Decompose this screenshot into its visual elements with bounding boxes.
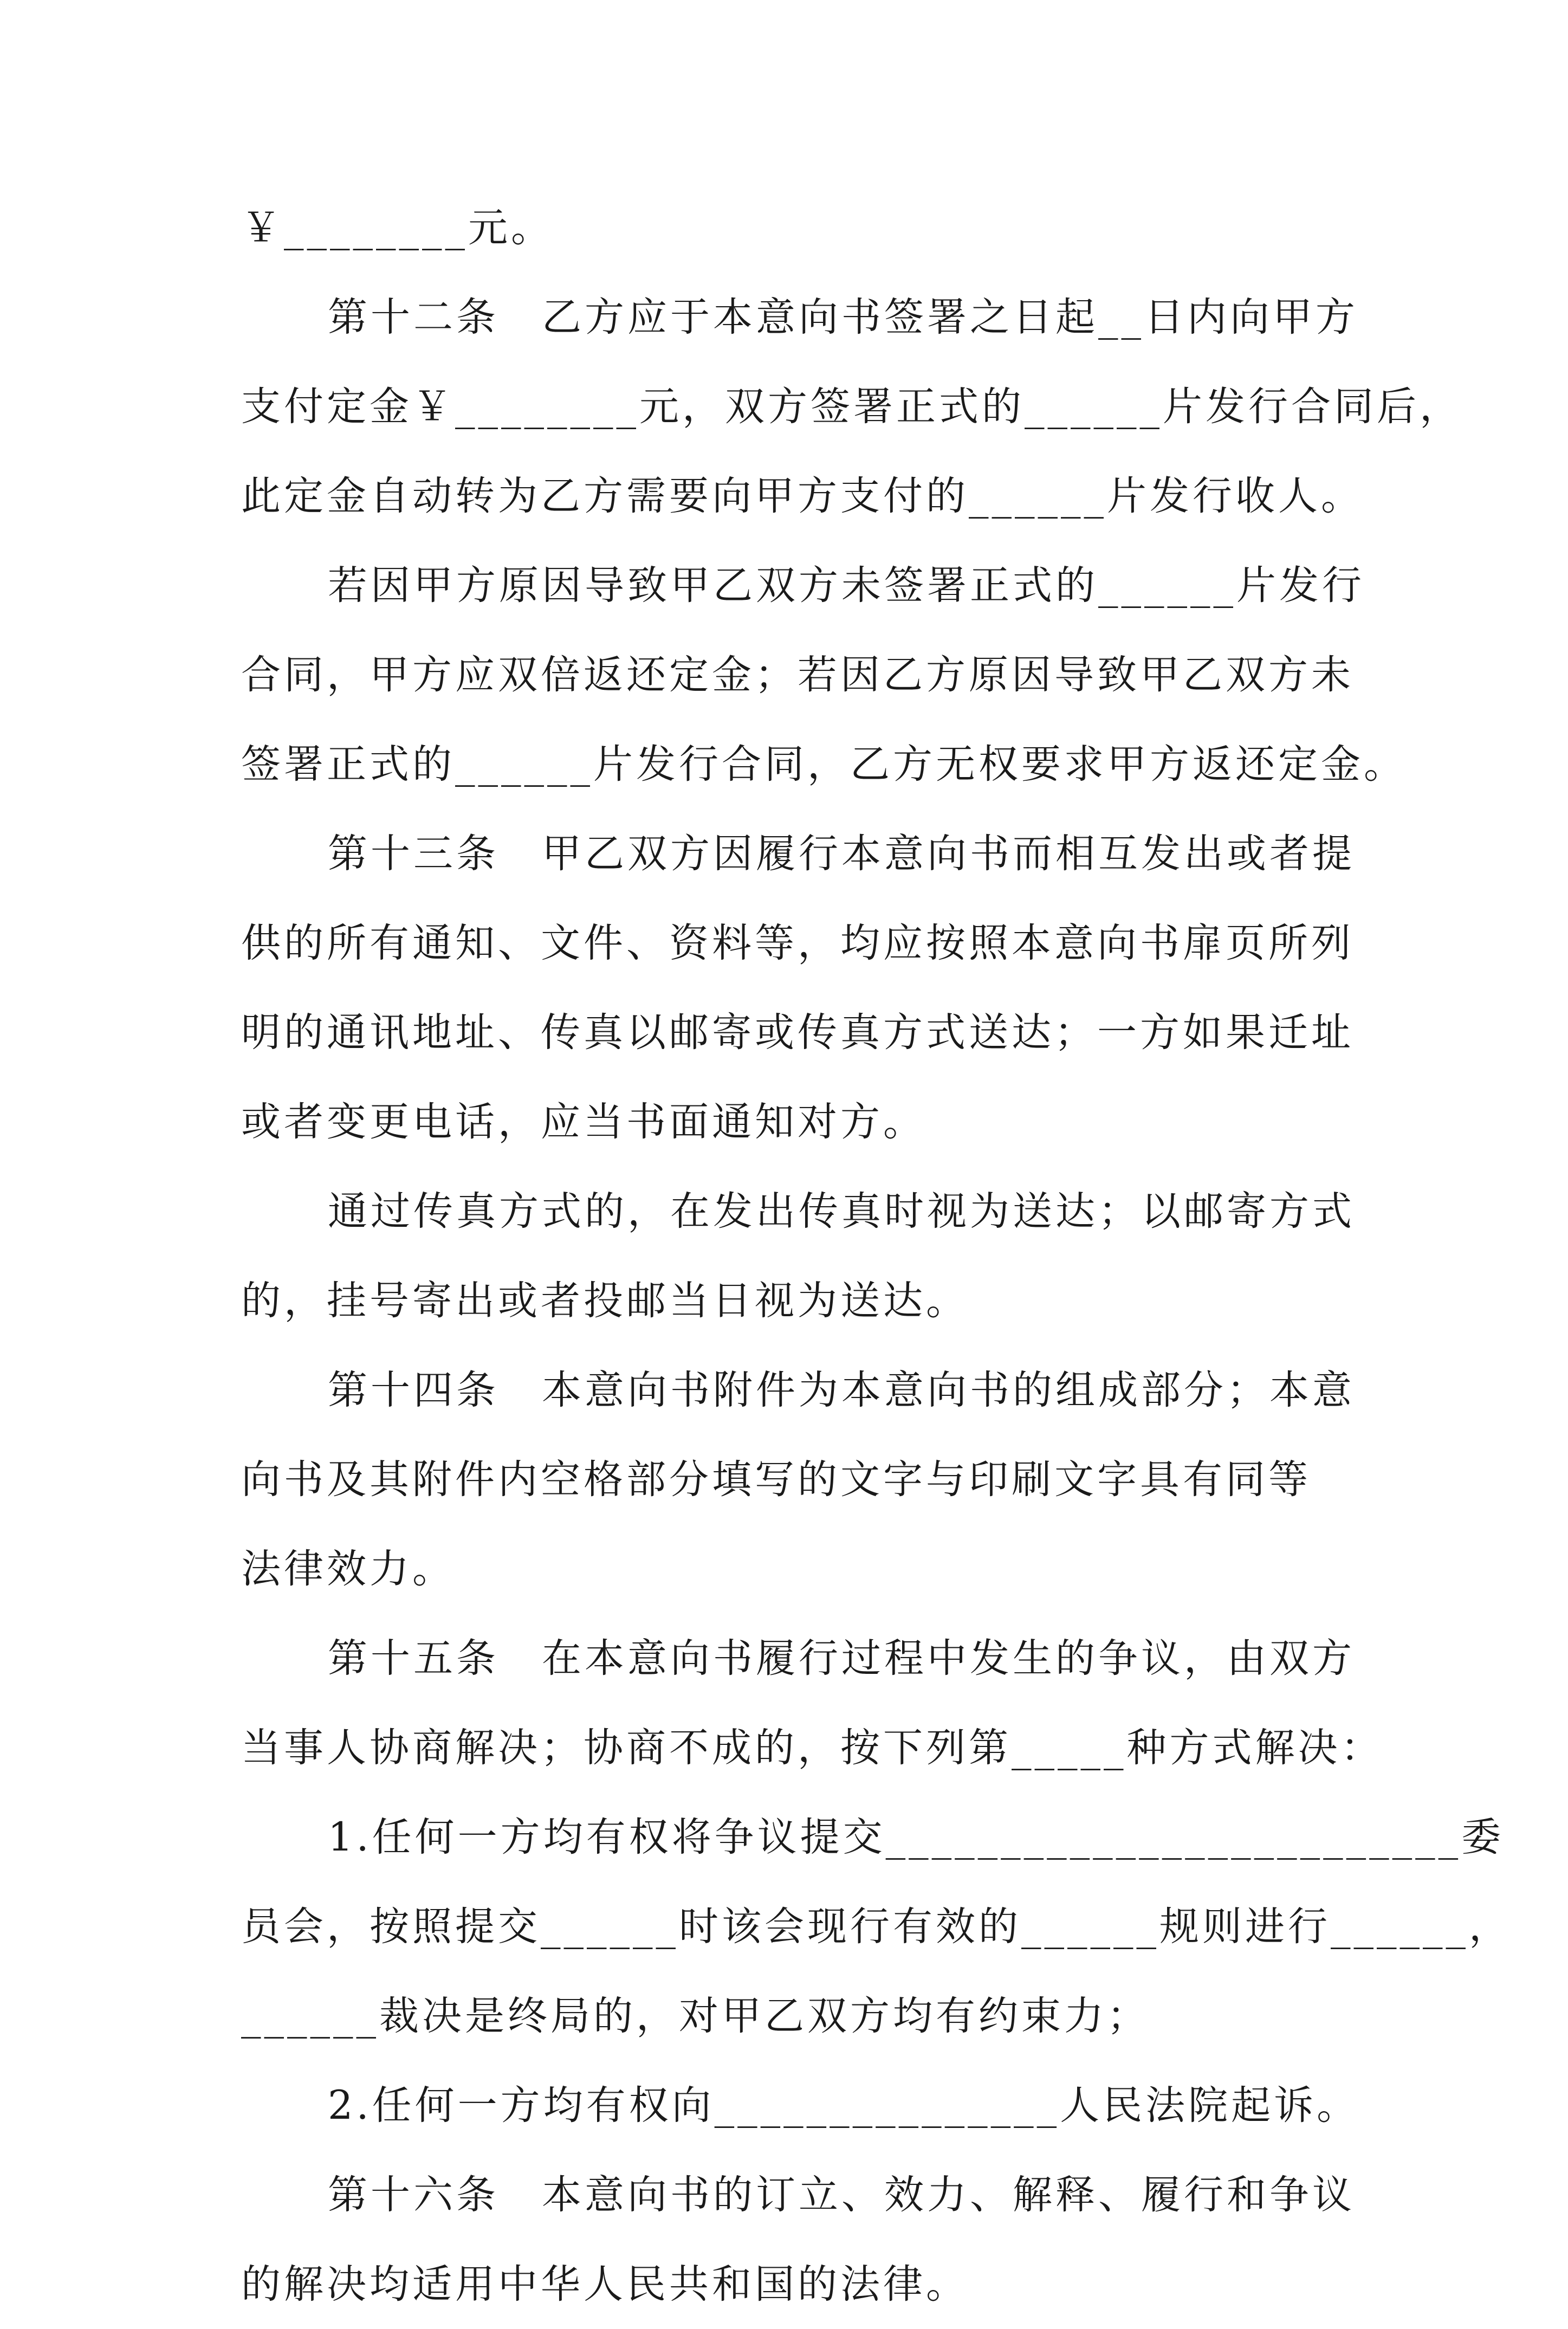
text-line: ￥________元。 — [241, 205, 554, 251]
text-line: 法律效力。 — [241, 1546, 455, 1592]
text-line: 1.任何一方均有权将争议提交_________________________委 — [328, 1814, 1505, 1860]
text-line: 向书及其附件内空格部分填写的文字与印刷文字具有同等 — [241, 1457, 1311, 1503]
text-line: 员会，按照提交______时该会现行有效的______规则进行______， — [241, 1904, 1512, 1950]
text-line: 签署正式的______片发行合同，乙方无权要求甲方返还定金。 — [241, 741, 1407, 787]
text-line: 的，挂号寄出或者投邮当日视为送达。 — [241, 1278, 969, 1324]
text-line: 通过传真方式的，在发出传真时视为送达；以邮寄方式 — [328, 1188, 1355, 1234]
text-line: 2.任何一方均有权向_______________人民法院起诉。 — [328, 2082, 1360, 2129]
text-line: 第十六条 本意向书的订立、效力、解释、履行和争议 — [328, 2172, 1355, 2218]
text-line: 第十二条 乙方应于本意向书签署之日起__日内向甲方 — [328, 294, 1358, 340]
text-line: 第十三条 甲乙双方因履行本意向书而相互发出或者提 — [328, 831, 1355, 877]
text-line: 或者变更电话，应当书面通知对方。 — [241, 1099, 926, 1145]
text-line: 支付定金￥________元，双方签署正式的______片发行合同后， — [241, 384, 1462, 430]
text-line: 当事人协商解决；协商不成的，按下列第_____种方式解决： — [241, 1725, 1384, 1771]
text-line: 供的所有通知、文件、资料等，均应按照本意向书扉页所列 — [241, 920, 1354, 966]
text-line: 第十四条 本意向书附件为本意向书的组成部分；本意 — [328, 1367, 1355, 1413]
text-line: 第十五条 在本意向书履行过程中发生的争议，由双方 — [328, 1635, 1355, 1681]
text-line: 的解决均适用中华人民共和国的法律。 — [241, 2261, 969, 2307]
text-line: 明的通讯地址、传真以邮寄或传真方式送达；一方如果迁址 — [241, 1010, 1354, 1056]
text-line: ______裁决是终局的，对甲乙双方均有约束力； — [241, 1993, 1150, 2039]
document-body — [241, 183, 1512, 2329]
text-line: 若因甲方原因导致甲乙双方未签署正式的______片发行 — [328, 562, 1365, 609]
text-line: 此定金自动转为乙方需要向甲方支付的______片发行收人。 — [241, 473, 1364, 519]
text-line: 合同，甲方应双倍返还定金；若因乙方原因导致甲乙双方未 — [241, 652, 1354, 698]
